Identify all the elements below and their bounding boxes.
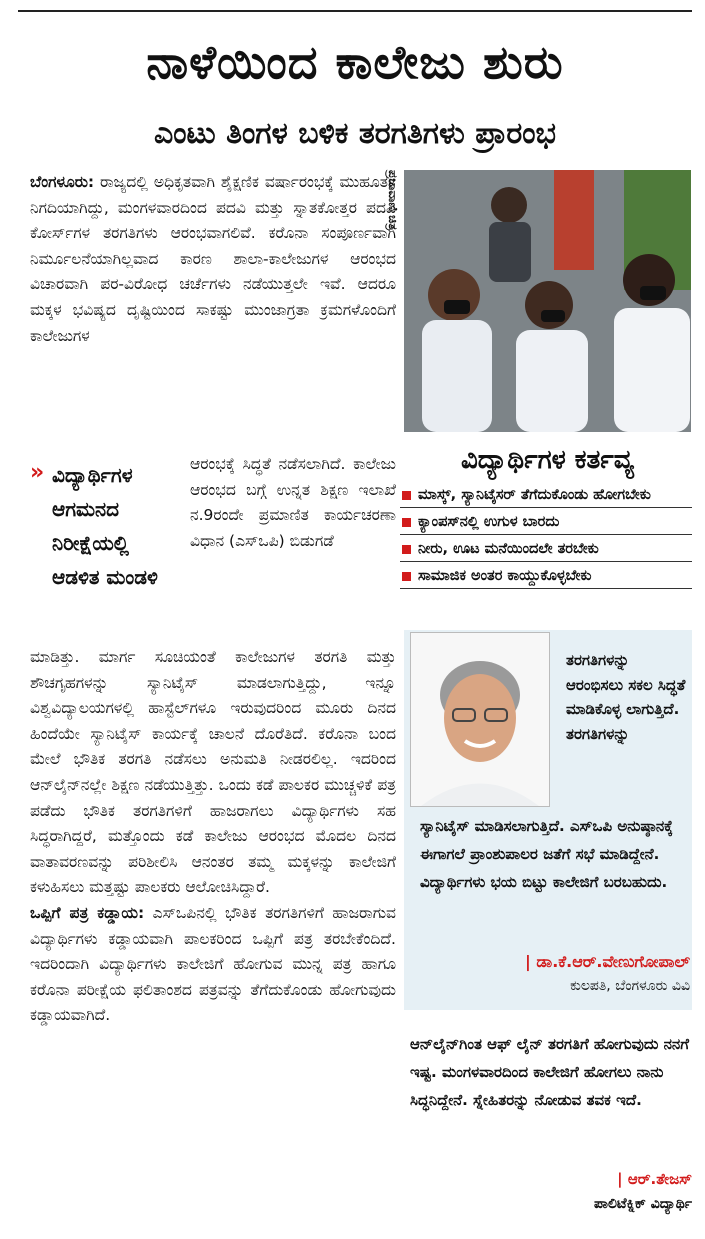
article-para-3 [30,901,396,1029]
duties-title: ವಿದ್ಯಾರ್ಥಿಗಳ ಕರ್ತವ್ಯ [460,445,635,475]
official-quote-bottom-text: ಸ್ಯಾನಿಟೈಸ್ ಮಾಡಿಸಲಾಗುತ್ತಿದೆ. ಎಸ್‌ಒಪಿ ಅನುಷ್ಠಾನಕ್ಕೆ ಈಗಾಗಲೆ ಪ್ರಾಂಶುಪಾಲರ ಜತೆಗೆ ಸಭೆ ಮಾಡಿದ್ದೇನೆ. ವಿದ್ಯಾರ್ಥಿಗಳು ಭಯ ಬಿಟ್ಟು ಕಾಲೇಜಿಗೆ ಬರಬಹುದು. [420,817,673,891]
official-portrait-illustration [411,633,549,806]
duty-text: ಕ್ಯಾಂಪಸ್‌ನಲ್ಲಿ ಉಗುಳ ಬಾರದು [418,514,560,530]
student-quote-text: ಆನ್‌ಲೈನ್‌ಗಿಂತ ಆಫ್ ಲೈನ್ ತರಗತಿಗೆ ಹೋಗುವುದು ನನಗೆ ಇಷ್ಟ. ಮಂಗಳವಾರದಿಂದ ಕಾಲೇಜಿಗೆ ಹೋಗಲು ನಾನು ಸಿದ್ಧನಿದ್ದೇನೆ. ಸ್ನೇಹಿತರನ್ನು ನೋಡುವ ತವಕ ಇದೆ. [410,1035,689,1109]
article-para-1-continued: ಆರಂಭಕ್ಕೆ ಸಿದ್ಧತೆ ನಡೆಸಲಾಗಿದೆ. ಕಾಲೇಜು ಆರಂಭದ ಬಗ್ಗೆ ಉನ್ನತ ಶಿಕ್ಷಣ ಇಲಾಖೆ ನ.9ರಂದೇ ಪ್ರಮಾಣಿತ ಕಾರ್ಯಚರಣಾ ವಿಧಾನ (ಎಸ್‌ಒಪಿ) ಬಿಡುಗಡೆ [190,455,396,550]
top-rule [18,10,692,12]
duty-item [400,511,692,535]
bullet-square-icon [402,518,411,527]
duty-text: ಮಾಸ್ಕ್, ಸ್ಯಾನಿಟೈಸರ್ ತೆಗೆದುಕೊಂಡು ಹೋಗಬೇಕು [418,487,651,503]
duty-text: ನೀರು, ಊಟ ಮನೆಯಿಂದಲೇ ತರಬೇಕು [418,541,599,557]
students-photo [404,170,691,432]
duty-item [400,538,692,562]
dateline: ಬೆಂಗಳೂರು: [30,173,95,191]
bullet-square-icon [402,572,411,581]
article-column-top [30,170,396,349]
para-3-lead: ಒಪ್ಪಿಗೆ ಪತ್ರ ಕಡ್ಡಾಯ: [30,903,145,922]
duty-text: ಸಾಮಾಜಿಕ ಅಂತರ ಕಾಯ್ದುಕೊಳ್ಳಬೇಕು [418,568,592,584]
duty-item [400,484,692,508]
students-photo-illustration [404,170,691,432]
para-3-text: ಎಸ್‌ಒಪಿನಲ್ಲಿ ಭೌತಿಕ ತರಗತಿಗಳಿಗೆ ಹಾಜರಾಗುವ ವಿದ್ಯಾರ್ಥಿಗಳು ಕಡ್ಡಾಯವಾಗಿ ಪಾಲಕರಿಂದ ಒಪ್ಪಿಗೆ ಪತ್ರ ತರಬೇಕೆಂದಿದೆ. ಇದರಿಂದಾಗಿ ವಿದ್ಯಾರ್ಥಿಗಳು ಕಾಲೇಜಿಗೆ ಹೋಗುವ ಮುನ್ನ ಪತ್ರ ಹಾಗೂ ಕರೊನಾ ಪರೀಕ್ಷೆಯ ಫಲಿತಾಂಶದ ಪತ್ರವನ್ನು ತೆಗೆದುಕೊಂಡು ಹೋಗುವುದು ಕಡ್ಡಾಯವಾಗಿದೆ. [30,903,396,1025]
bullet-square-icon [402,491,411,500]
article-column-bottom [30,645,396,1029]
subheadline: ಎಂಟು ತಿಂಗಳ ಬಳಿಕ ತರಗತಿಗಳು ಪ್ರಾರಂಭ [153,116,557,151]
headline: ನಾಳೆಯಿಂದ ಕಾಲೇಜು ಶುರು [146,35,564,89]
official-role: ಕುಲಪತಿ, ಬೆಂಗಳೂರು ವಿವಿ [570,978,690,994]
bullet-square-icon [402,545,411,554]
duty-item [400,565,692,589]
official-quote-side-text: ತರಗತಿಗಳನ್ನು ಆರಂಭಿಸಲು ಸಕಲ ಸಿದ್ಧತೆ ಮಾಡಿಕೊಳ್ಳ ಲಾಗುತ್ತಿದೆ. ತರಗತಿಗಳನ್ನು [566,651,686,743]
student-role: ಪಾಲಿಟೆಕ್ನಿಕ್ ವಿದ್ಯಾರ್ಥಿ [594,1196,692,1212]
student-name: | ಆರ್.ತೇಜಸ್ [617,1170,692,1188]
photo-credit: ಪ್ರಜಾವಾಣಿ ಚಿತ್ರ [386,170,400,231]
official-portrait [410,632,550,807]
article-para-1: ರಾಜ್ಯದಲ್ಲಿ ಅಧಿಕೃತವಾಗಿ ಶೈಕ್ಷಣಿಕ ವರ್ಷಾರಂಭಕ್ಕೆ ಮುಹೂರ್ತ ನಿಗದಿಯಾಗಿದ್ದು, ಮಂಗಳವಾರದಿಂದ ಪದವಿ ಮತ್ತು ಸ್ನಾತಕೋತ್ತರ ಪದವಿ ಕೋರ್ಸ್‌ಗಳ ತರಗತಿಗಳು ಆರಂಭವಾಗಲಿವೆ. ಕರೊನಾ ಸಂಪೂರ್ಣವಾಗಿ ನಿರ್ಮೂಲನೆಯಾಗಿಲ್ಲವಾದ ಕಾರಣ ಶಾಲಾ-ಕಾಲೇಜುಗಳ ಆರಂಭದ ವಿಚಾರವಾಗಿ ಪರ-ವಿರೋಧ ಚರ್ಚೆಗಳು ನಡೆಯುತ್ತಲೇ ಇವೆ. ಆದರೂ ಮಕ್ಕಳ ಭವಿಷ್ಯದ ದೃಷ್ಟಿಯಿಂದ ಸಾಕಷ್ಟು ಮುಂಜಾಗ್ರತಾ ಕ್ರಮಗಳೊಂದಿಗೆ ಕಾಲೇಜುಗಳ [30,173,396,345]
pullquote-text: ವಿದ್ಯಾರ್ಥಿಗಳ ಆಗಮನದ ನಿರೀಕ್ಷೆಯಲ್ಲಿ ಆಡಳಿತ ಮಂಡಳಿ [52,463,158,589]
duties-list [400,484,692,592]
official-name: | ಡಾ.ಕೆ.ಆರ್.ವೇಣುಗೋಪಾಲ್ [524,952,690,971]
pullquote [30,458,180,594]
article-para-2: ಮಾಡಿತ್ತು. ಮಾರ್ಗ ಸೂಚಿಯಂತೆ ಕಾಲೇಜುಗಳ ತರಗತಿ ಮತ್ತು ಶೌಚಗೃಹಗಳನ್ನು ಸ್ಯಾನಿಟೈಸ್ ಮಾಡಲಾಗುತ್ತಿದ್ದು, ಇನ್ನೂ ವಿಶ್ವವಿದ್ಯಾಲಯಗಳಲ್ಲಿ ಹಾಸ್ಟೆಲ್‌ಗಳೂ ಇರುವುದರಿಂದ ಮೂರು ದಿನದ ಹಿಂದೆಯೇ ಸ್ಯಾನಿಟೈಸ್ ಕಾರ್ಯಕ್ಕೆ ಚಾಲನೆ ದೊರೆತಿದೆ. ಕರೊನಾ ಬಂದ ಮೇಲೆ ಭೌತಿಕ ತರಗತಿ ನಡೆಸಲು ಅನುಮತಿ ನೀಡರಲಿಲ್ಲ. ಇದರಿಂದ ಆನ್‌ಲೈನ್‌ನಲ್ಲೇ ಶಿಕ್ಷಣ ನಡೆಯುತ್ತಿತ್ತು. ಒಂದು ಕಡೆ ಪಾಲಕರ ಮುಚ್ಚಳಿಕೆ ಪತ್ರ ಪಡೆದು ಭೌತಿಕ ತರಗತಿಗಳಿಗೆ ಹಾಜರಾಗಲು ವಿದ್ಯಾರ್ಥಿಗಳು ಸಹ ಸಿದ್ಧರಾಗಿದ್ದರೆ, ಮತ್ತೊಂದು ಕಡೆ ಕಾಲೇಜು ಆರಂಭದ ಮೊದಲ ದಿನದ ವಾತಾವರಣವನ್ನು ಪರಿಶೀಲಿಸಿ ಆನಂತರ ತಮ್ಮ ಮಕ್ಕಳನ್ನು ಕಾಲೇಜಿಗೆ ಕಳುಹಿಸಲು ಮತ್ತಷ್ಟು ಪಾಲಕರು ಆಲೋಚಿಸಿದ್ದಾರೆ. [30,648,396,897]
pullquote-arrow-icon: » [30,460,45,485]
